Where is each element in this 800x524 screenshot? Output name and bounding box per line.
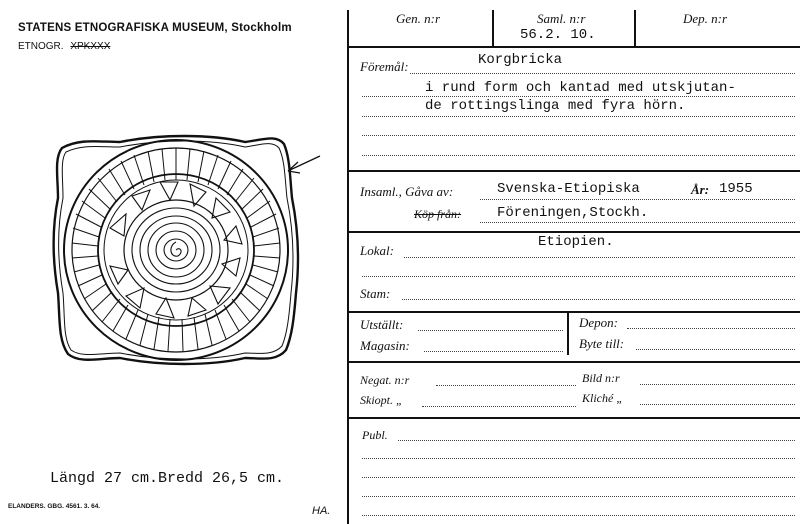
foremal-rule-2 xyxy=(362,96,795,97)
form-left-border xyxy=(347,10,349,524)
lokal-label: Lokal: xyxy=(360,243,394,258)
publ-rule-2 xyxy=(362,458,795,459)
dep-nr-label: Dep. n:r xyxy=(683,11,728,26)
foremal-rule-4 xyxy=(362,135,795,136)
depon-rule xyxy=(627,328,795,329)
depon-label: Depon: xyxy=(579,315,618,330)
publ-rule-5 xyxy=(362,515,795,516)
handwritten-initials: HA. xyxy=(312,505,331,517)
ar-label: År: xyxy=(691,182,710,197)
bild-rule xyxy=(640,384,795,385)
bild-label: Bild n:r xyxy=(582,371,620,385)
arrow-icon xyxy=(284,152,324,178)
negat-label: Negat. n:r xyxy=(360,373,410,387)
insaml-rule-1 xyxy=(480,199,795,200)
section-rule-1 xyxy=(347,170,800,172)
foremal-label: Föremål: xyxy=(360,59,409,74)
saml-nr-label: Saml. n:r xyxy=(537,11,586,26)
lokal-value: Etiopien. xyxy=(538,234,614,250)
ar-value: 1955 xyxy=(719,181,753,197)
insaml-rule-2 xyxy=(480,222,795,223)
byte-label: Byte till: xyxy=(579,336,625,351)
utstallt-label: Utställt: xyxy=(360,317,404,332)
header-divider-1 xyxy=(492,10,494,46)
publ-rule-4 xyxy=(362,496,795,497)
foremal-line-2: i rund form och kantad med utskjutan- xyxy=(425,80,736,96)
foremal-rule-3 xyxy=(362,116,795,117)
etnogr-label-text: ETNOGR. xyxy=(18,41,64,52)
kop-label: Köp från: xyxy=(414,207,462,221)
insaml-value: Svenska-Etiopiska xyxy=(497,181,640,197)
lokal-rule-2 xyxy=(362,276,795,277)
kliche-rule xyxy=(640,404,795,405)
skiopt-label: Skiopt. „ xyxy=(360,393,403,407)
foremal-rule-5 xyxy=(362,155,795,156)
publ-rule-3 xyxy=(362,477,795,478)
foremal-rule-1 xyxy=(410,73,795,74)
etnogr-label xyxy=(18,41,110,52)
museum-name: STATENS ETNOGRAFISKA MUSEUM, Stockholm xyxy=(18,22,292,34)
dimensions-text: Längd 27 cm.Bredd 26,5 cm. xyxy=(50,470,285,487)
kliche-label: Kliché „ xyxy=(582,391,623,405)
publ-rule-1 xyxy=(398,440,795,441)
header-bottom-rule xyxy=(347,46,800,48)
utstallt-divider xyxy=(567,311,569,355)
publ-label: Publ. xyxy=(362,428,388,442)
insaml-value-2: Föreningen,Stockh. xyxy=(497,205,649,221)
magasin-rule xyxy=(424,351,563,352)
stam-label: Stam: xyxy=(360,286,391,301)
section-rule-2 xyxy=(347,231,800,233)
magasin-label: Magasin: xyxy=(360,338,410,353)
foremal-line-3: de rottingslinga med fyra hörn. xyxy=(425,98,686,114)
skiopt-rule xyxy=(422,406,576,407)
printer-imprint: ELANDERS. GBG. 4561. 3. 64. xyxy=(8,503,101,510)
etnogr-struck-code: XPKXXX xyxy=(70,41,111,52)
lokal-rule-1 xyxy=(404,257,795,258)
negat-rule xyxy=(436,385,576,386)
section-rule-5 xyxy=(347,417,800,419)
saml-nr-value: 56.2. 10. xyxy=(520,27,596,43)
foremal-line-1: Korgbricka xyxy=(478,52,563,68)
gen-nr-label: Gen. n:r xyxy=(396,11,441,26)
header-divider-2 xyxy=(634,10,636,46)
byte-rule xyxy=(636,349,795,350)
utstallt-rule xyxy=(418,330,563,331)
stam-rule xyxy=(402,299,795,300)
section-rule-3 xyxy=(347,311,800,313)
insaml-label: Insaml., Gåva av: xyxy=(360,184,454,199)
section-rule-4 xyxy=(347,361,800,363)
